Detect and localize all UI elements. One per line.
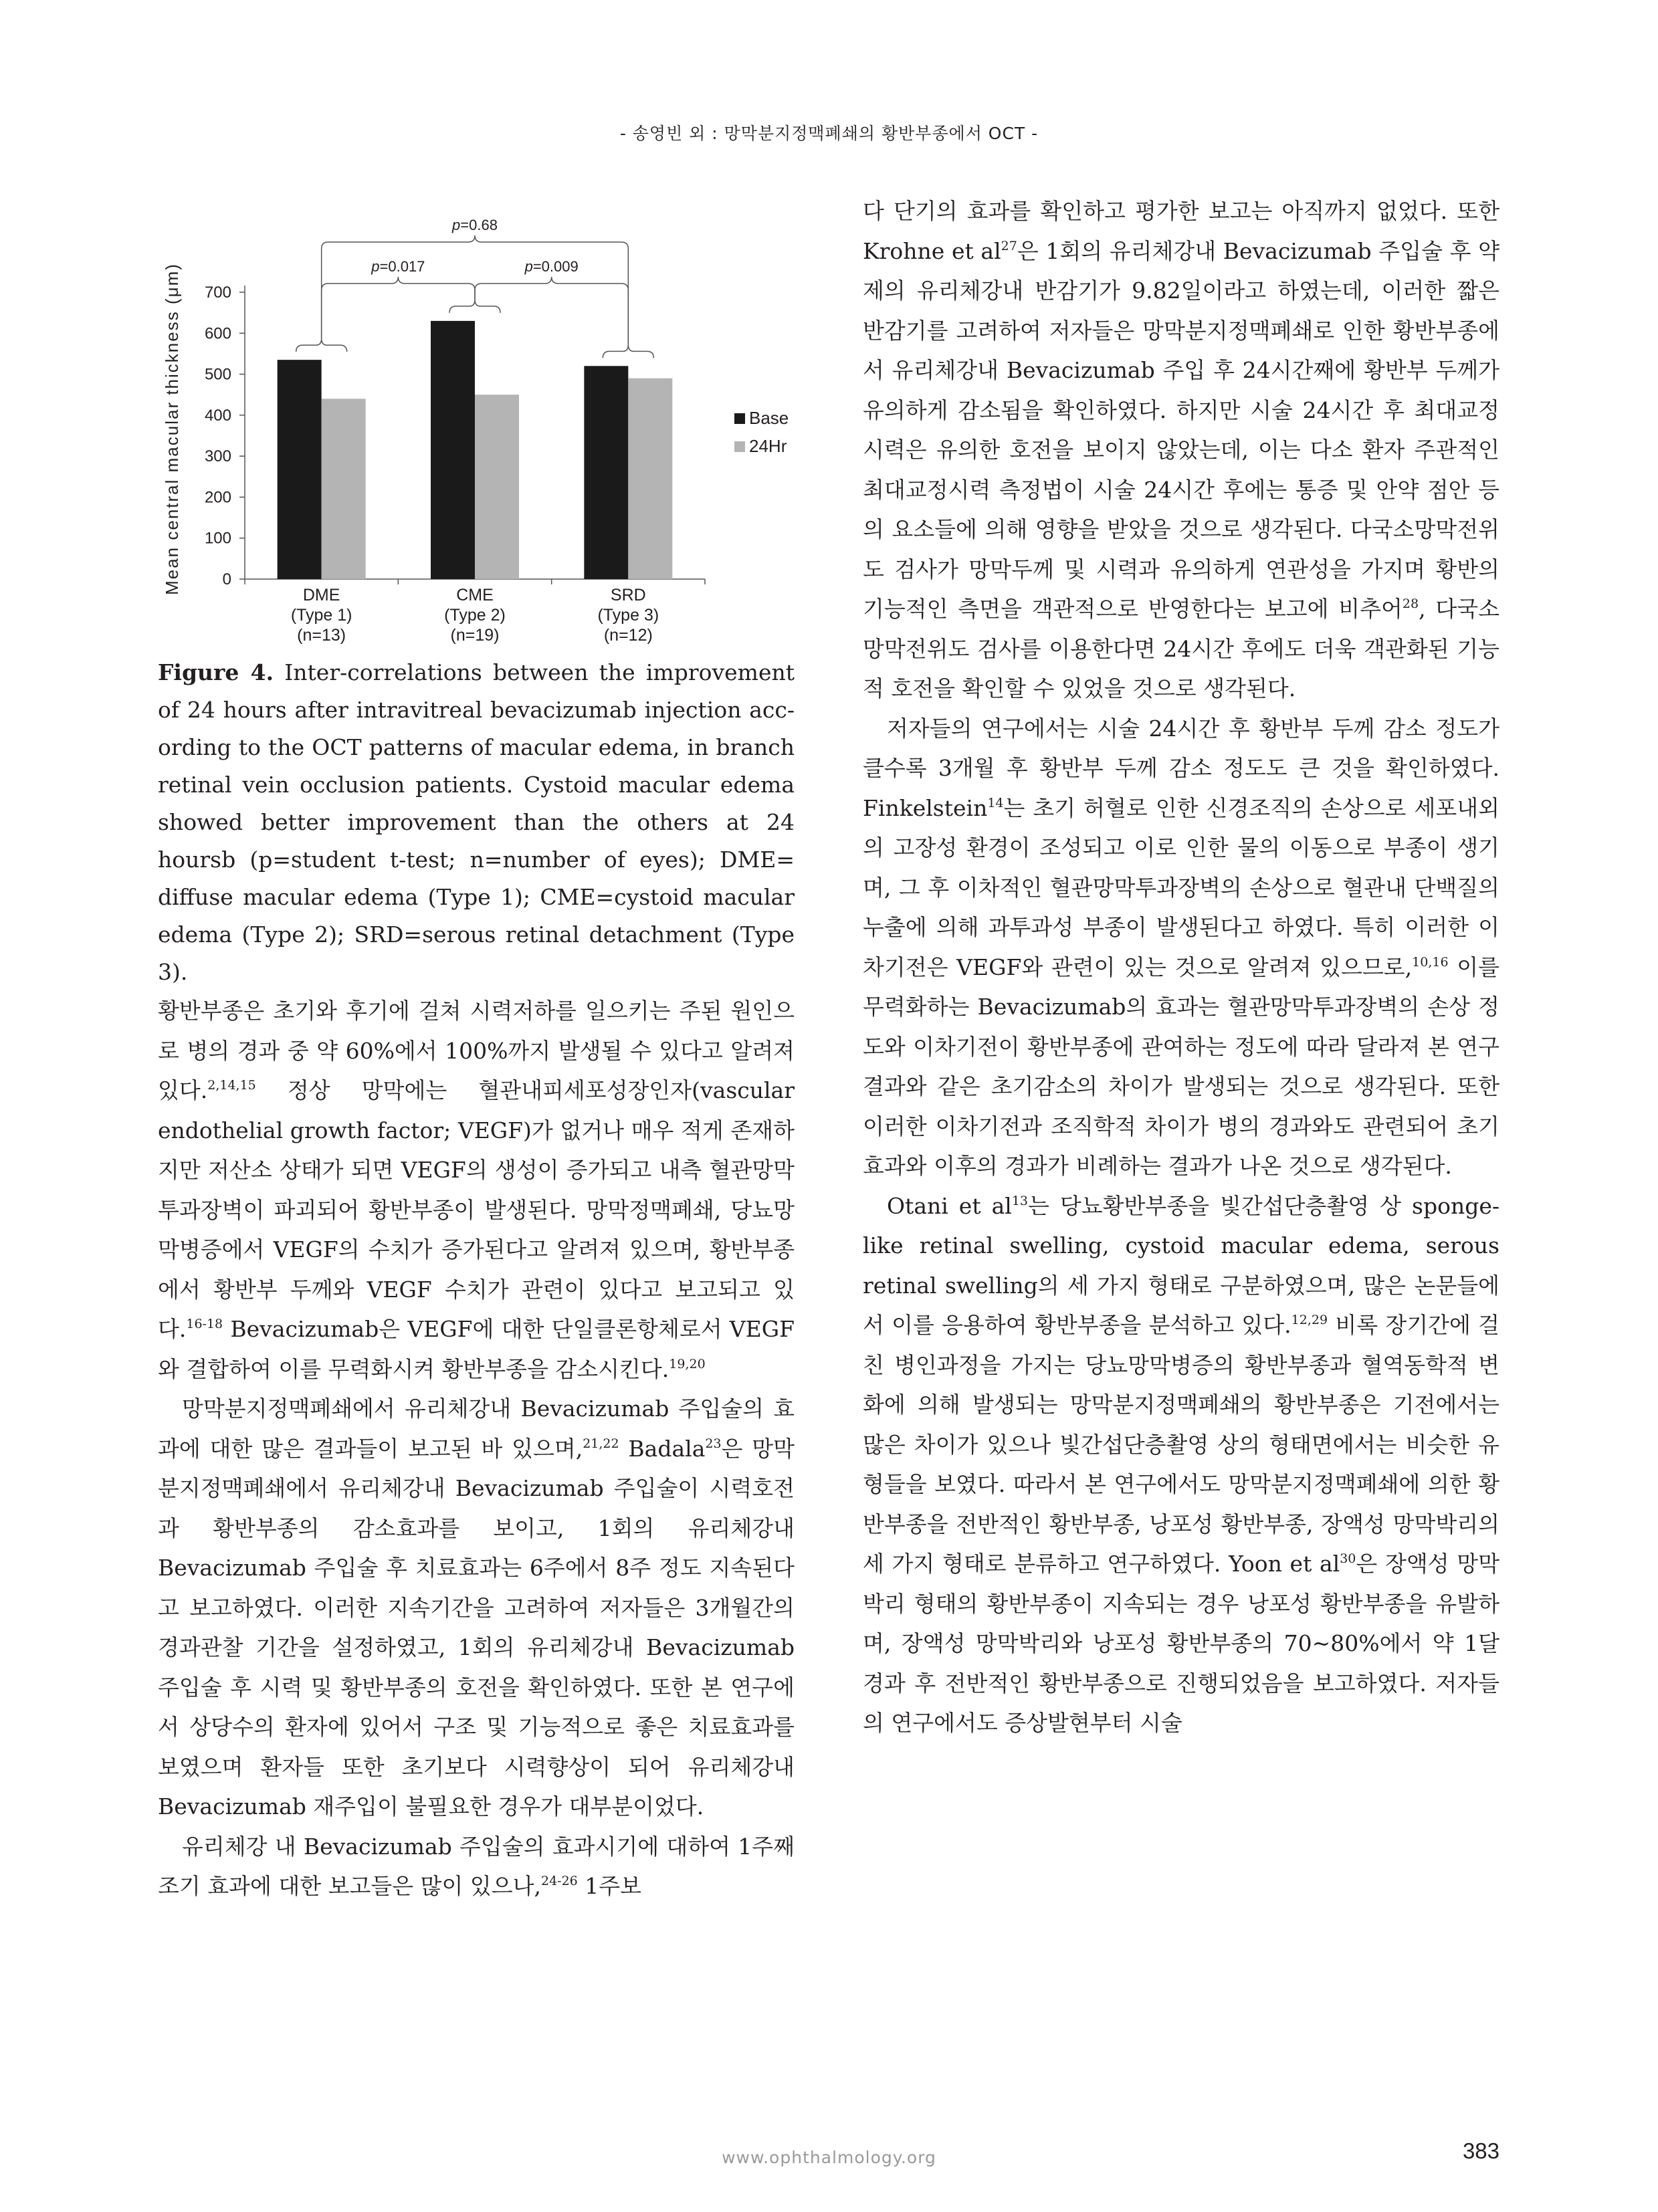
paragraph <box>158 991 795 1389</box>
text-run: 은 망막분지정맥폐쇄에서 유리체강내 Bevacizumab 주입술이 시력호전과 황반부종의 감소효과를 보이고, 1회의 유리체강내 Bevacizumab 주입술 후 치료효과는 6주에서 8주 정도 지속된다고 보고하였다. 이러한 지속기간을 고려하여 저자들은 3개월간의 경과관찰 기간을 설정하였고, 1회의 유리체강내 Bevacizumab 주입술 후 시력 및 황반부종의 호전을 확인하였다. 또한 본 연구에서 상당수의 환자에 있어서 구조 및 기능적으로 좋은 치료효과를 보였으며 환자들 또한 초기보다 시력향상이 되어 유리체강내 Bevacizumab 재주입이 불필요한 경우가 대부분이었다. <box>158 1435 795 1819</box>
group-bracket <box>603 344 653 358</box>
citation-superscript: 16-18 <box>186 1317 223 1331</box>
y-tick-label: 0 <box>222 570 231 588</box>
group-bracket <box>449 300 500 313</box>
x-category-label: (Type 2) <box>444 606 506 625</box>
x-category-label: (Type 1) <box>290 606 352 625</box>
x-category-label: DME <box>302 586 340 604</box>
bar-24hr-cme <box>475 395 519 579</box>
p-symbol: p <box>452 217 461 233</box>
text-run: 이를 무력화하는 Bevacizumab의 효과는 혈관망막투과장벽의 손상 정도와 이차기전이 황반부종에 관여하는 정도에 따라 달라져 본 연구결과와 같은 초기감소의 차이가 발생되는 것으로 생각된다. 또한 이러한 이차기전과 조직학적 차이가 병의 경과와도 관련되어 초기효과와 이후의 경과가 비례하는 결과가 나온 것으로 생각된다. <box>863 954 1499 1179</box>
y-tick-label: 300 <box>204 447 231 466</box>
text-run: 는 초기 허혈로 인한 신경조직의 손상으로 세포내외의 고장성 환경이 조성되고 이로 인한 물의 이동으로 부종이 생기며, 그 후 이차적인 혈관망막투과장벽의 손상으로 혈관내 단백질의 누출에 의해 과투과성 부종이 발생된다고 하였다. 특히 이러한 이차기전은 VEGF와 관련이 있는 것으로 알려져 있으므로, <box>863 794 1499 980</box>
y-tick-label: 600 <box>204 324 231 343</box>
p-symbol: p <box>524 258 533 275</box>
citation-superscript: 2,14,15 <box>207 1078 256 1093</box>
text-run: 다 단기의 효과를 확인하고 평가한 보고는 아직까지 없었다. 또한 Krohne et al <box>863 198 1499 264</box>
text-run: Badala <box>619 1435 706 1462</box>
text-run: 비록 장기간에 걸친 병인과정을 가지는 당뇨망막병증의 황반부종과 혈역동학적 변화에 의해 발생되는 망막분지정맥폐쇄의 황반부종은 기전에서는 많은 차이가 있으나 빛간섭단층촬영 상의 형태면에서는 비슷한 유형들을 보였다. 따라서 본 연구에서도 망막분지정맥폐쇄에 의한 황반부종을 전반적인 황반부종, 낭포성 황반부종, 장액성 망막박리의 세 가지 형태로 분류하고 연구하였다. Yoon et al <box>863 1312 1499 1577</box>
text-run: 황반부종은 초기와 후기에 걸쳐 시력저하를 일으키는 주된 원인으로 병의 경과 중 약 60%에서 100%까지 발생될 수 있다고 알려져 있다. <box>158 998 795 1103</box>
text-run: Bevacizumab은 VEGF에 대한 단일클론항체로서 VEGF와 결합하여 이를 무력화시켜 황반부종을 감소시킨다. <box>158 1316 795 1382</box>
text-run: 저자들의 연구에서는 시술 24시간 후 황반부 두께 감소 정도가 클수록 3개월 후 황반부 두께 감소 정도도 큰 것을 확인하였다. Finkelstein <box>863 715 1499 821</box>
bar-base-cme <box>431 321 475 579</box>
significance-bracket <box>475 277 628 344</box>
paragraph <box>158 1827 795 1906</box>
x-category-label: (Type 3) <box>597 606 659 625</box>
text-run: 유리체강 내 Bevacizumab 주입술의 효과시기에 대하여 1주째 조기 효과에 대한 보고들은 많이 있으나, <box>158 1833 795 1899</box>
left-column <box>158 991 795 1906</box>
citation-superscript: 30 <box>1340 1551 1356 1566</box>
p-value-label <box>524 258 579 275</box>
bar-chart <box>158 198 795 653</box>
text-run: 정상 망막에는 혈관내피세포성장인자(vascular endothelial growth factor; VEGF)가 없거나 매우 적게 존재하지만 저산소 상태가 되면 VEGF의 생성이 증가되고 내측 혈관망막투과장벽이 파괴되어 황반부종이 발생된다. 망막정맥폐쇄, 당뇨망막병증에서 VEGF의 수치가 증가된다고 알려져 있으며, 황반부종에서 황반부 두께와 VEGF 수치가 관련이 있다고 보고되고 있다. <box>158 1077 795 1342</box>
legend-label: 24Hr <box>749 436 787 456</box>
citation-superscript: 24-26 <box>541 1874 578 1888</box>
bar-base-srd <box>584 366 628 579</box>
text-run: 망막분지정맥폐쇄에서 유리체강내 Bevacizumab 주입술의 효과에 대한 많은 결과들이 보고된 바 있으며, <box>158 1396 795 1462</box>
x-category-label: (n=12) <box>603 626 653 645</box>
p-value: =0.68 <box>460 217 498 233</box>
paragraph <box>158 1389 795 1827</box>
citation-superscript: 10,16 <box>1412 954 1449 970</box>
y-axis-label: Mean central macular thickness (μm) <box>162 263 182 595</box>
citation-superscript: 19,20 <box>669 1356 706 1371</box>
text-run: 은 장액성 망막박리 형태의 황반부종이 지속되는 경우 낭포성 황반부종을 유발하며, 장액성 망막박리와 낭포성 황반부종의 70~80%에서 약 1달 경과 후 전반적인 황반부종으로 진행되었음을 보고하였다. 저자들의 연구에서도 증상발현부터 시술 <box>863 1551 1499 1736</box>
caption-text: Inter-correlations between the improvement of 24 hours after intravitreal bevacizumab injection acc-ording to the OCT patterns of macular edema, in branch retinal vein occlusion patients. Cystoid macular edema showed better improvement than the others at 24 hoursb (p=student t-test; n=number of eyes); DME= diffuse macular edema (Type 1); CME=cystoid macular edema (Type 2); SRD=serous retinal detachment (Type 3). <box>158 659 795 985</box>
text-run: 은 1회의 유리체강내 Bevacizumab 주입술 후 약제의 유리체강내 반감기가 9.82일이라고 하였는데, 이러한 짧은 반감기를 고려하여 저자들은 망막분지정맥폐쇄로 인한 황반부종에서 유리체강내 Bevacizumab 주입 후 24시간째에 황반부 두께가 유의하게 감소됨을 확인하였다. 하지만 시술 24시간 후 최대교정시력은 유의한 호전을 보이지 않았는데, 이는 다소 환자 주관적인 최대교정시력 측정법이 시술 24시간 후에는 통증 및 안약 점안 등의 요소들에 의해 영향을 받았을 것으로 생각된다. 다국소망막전위도 검사가 망막두께 및 시력과 유의하게 연관성을 가지며 황반의 기능적인 측면을 객관적으로 반영한다는 보고에 비추어 <box>863 237 1499 622</box>
citation-superscript: 13 <box>1011 1193 1028 1208</box>
figure-label: Figure 4. <box>158 659 274 685</box>
legend-swatch-base <box>734 413 745 424</box>
y-tick-label: 200 <box>204 488 231 507</box>
citation-superscript: 12,29 <box>1291 1313 1328 1327</box>
citation-superscript: 23 <box>705 1436 722 1451</box>
legend-swatch-24hr <box>734 441 745 452</box>
p-value-label <box>371 258 425 275</box>
paragraph <box>863 191 1499 709</box>
paragraph <box>863 1186 1499 1743</box>
y-tick-label: 100 <box>204 529 231 548</box>
y-tick-label: 400 <box>204 406 231 425</box>
paragraph <box>863 709 1499 1186</box>
citation-superscript: 27 <box>1001 238 1017 253</box>
group-bracket <box>296 338 347 352</box>
figure-4 <box>158 198 795 653</box>
right-column <box>863 191 1499 1743</box>
running-header: - 송영빈 외 : 망막분지정맥폐쇄의 황반부종에서 OCT - <box>619 124 1039 143</box>
text-run: , 다국소망막전위도 검사를 이용한다면 24시간 후에도 더욱 객관화된 기능적 호전을 확인할 수 있었을 것으로 생각된다. <box>863 596 1499 701</box>
figure-caption <box>158 654 795 991</box>
x-category-label: SRD <box>610 586 646 604</box>
journal-url: www.ophthalmology.org <box>722 2148 936 2167</box>
text-run: 는 당뇨황반부종을 빛간섭단층촬영 상 sponge-like retinal swelling, cystoid macular edema, serous retinal swelling의 세 가지 형태로 구분하였으며, 많은 논문들에서 이를 응용하여 황반부종을 분석하고 있다. <box>863 1192 1500 1338</box>
legend-label: Base <box>749 408 789 428</box>
citation-superscript: 21,22 <box>583 1436 619 1451</box>
bar-24hr-srd <box>628 378 672 579</box>
p-symbol: p <box>371 258 380 275</box>
page-number: 383 <box>1462 2138 1499 2163</box>
p-value: =0.017 <box>379 258 425 275</box>
text-run: 1주보 <box>577 1873 642 1899</box>
citation-superscript: 28 <box>1402 596 1419 611</box>
citation-superscript: 14 <box>987 795 1004 810</box>
bar-24hr-dme <box>322 399 366 579</box>
x-category-label: (n=13) <box>297 626 346 645</box>
bar-base-dme <box>278 360 322 579</box>
p-value: =0.009 <box>532 258 579 275</box>
y-tick-label: 500 <box>204 365 231 384</box>
x-category-label: (n=19) <box>450 626 500 645</box>
x-category-label: CME <box>456 586 494 604</box>
p-value-label <box>451 217 498 233</box>
text-run: Otani et al <box>887 1192 1012 1219</box>
y-tick-label: 700 <box>204 284 231 302</box>
